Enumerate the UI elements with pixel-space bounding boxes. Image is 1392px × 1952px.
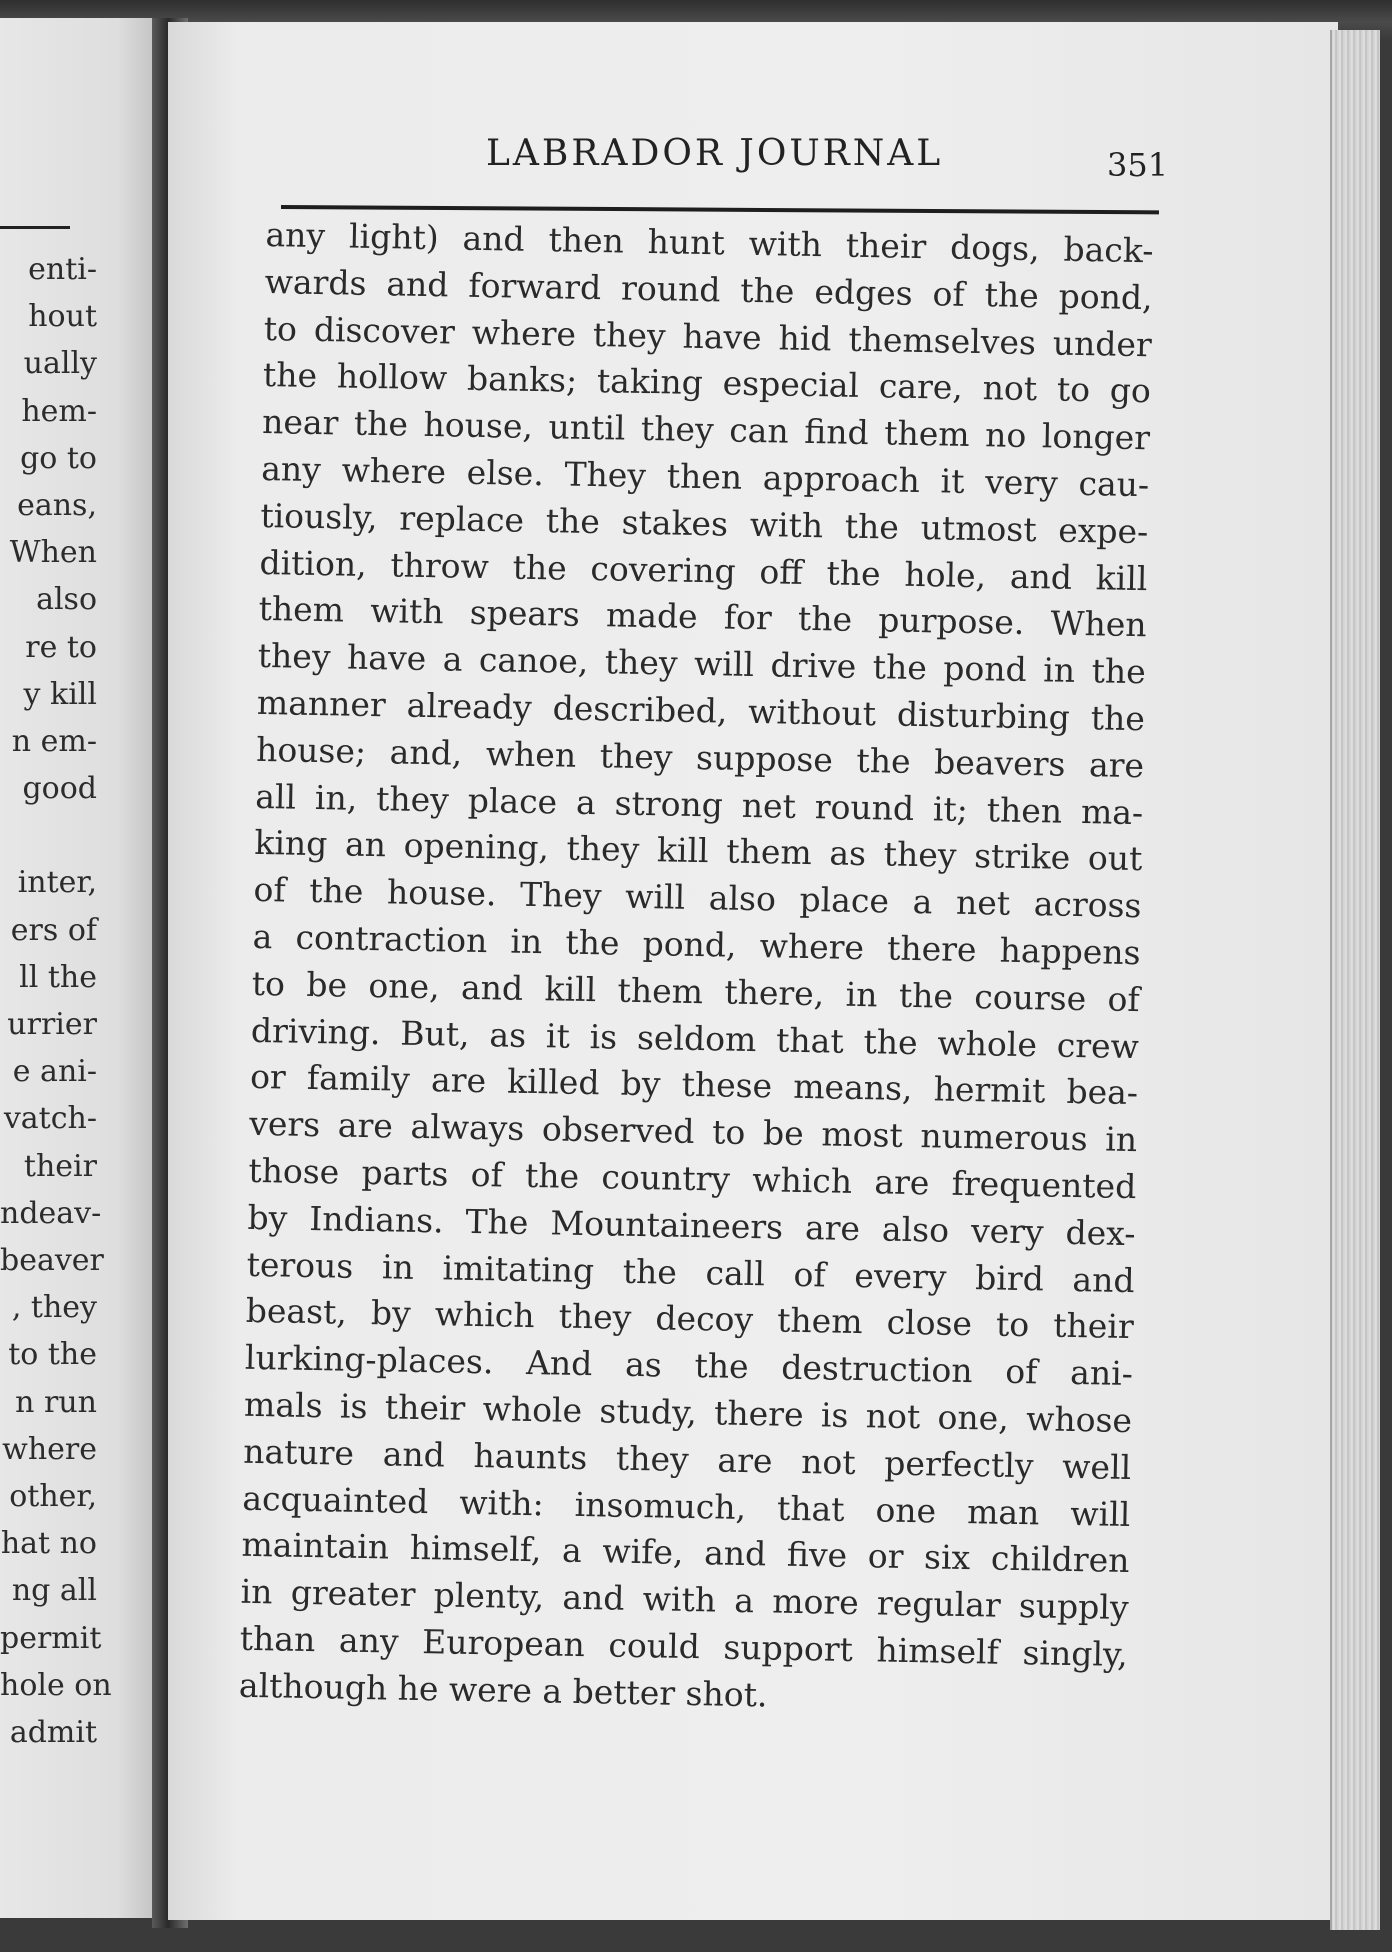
left-page-line: go to: [20, 440, 97, 476]
page-edges: [1330, 30, 1380, 1930]
left-page-text-column: [0, 246, 112, 1756]
body-text-line: maintain himself, a wife, and five or six children: [241, 1525, 1130, 1581]
body-text-line: them with spears made for the purpose. When: [258, 589, 1147, 645]
body-text-line: dition, throw the covering off the hole, and kill: [259, 542, 1148, 598]
body-text-line: nature and haunts they are not perfectly well: [242, 1431, 1132, 1487]
left-page-line: ndeav-: [0, 1195, 102, 1231]
body-text-line: terous in imitating the call of every bird and: [246, 1244, 1135, 1300]
body-text-line: wards and forward round the edges of the pond,: [264, 261, 1153, 318]
left-page-line: eans,: [17, 488, 97, 524]
left-page-line: ers of: [10, 912, 97, 948]
left-page-line: permit: [0, 1620, 102, 1656]
left-page-line: ng all: [11, 1573, 97, 1609]
body-text-line: driving. But, as it is seldom that the whole crew: [250, 1010, 1140, 1066]
body-text-line: king an opening, they kill them as they strike out: [254, 823, 1143, 879]
body-text-line: acquainted with: insomuch, that one man will: [242, 1478, 1131, 1534]
body-text-line: manner already described, without disturbing the: [256, 682, 1146, 739]
left-page-line: to the: [8, 1337, 97, 1373]
body-text-line: mals is their whole study, there is not one, whose: [243, 1384, 1133, 1440]
body-text-line: all in, they place a strong net round it; then ma-: [254, 776, 1144, 832]
page-number: 351: [1107, 146, 1169, 184]
left-page-fragment: [0, 18, 168, 1918]
body-text-line: although he were a better shot.: [238, 1665, 768, 1715]
body-text-line: to discover where they have hid themselves under: [263, 308, 1153, 364]
left-page-line: , they: [11, 1290, 97, 1326]
body-text-line: those parts of the country which are frequented: [248, 1150, 1137, 1207]
left-page-line: n em-: [11, 724, 97, 760]
left-page-line: urrier: [7, 1007, 97, 1043]
body-text-line: than any European could support himself singly,: [239, 1618, 1129, 1674]
body-text-line: vers are always observed to be most numerous in: [248, 1103, 1138, 1160]
body-text-line: near the house, until they can find them no longer: [261, 402, 1151, 458]
body-text-line: of the house. They will also place a net across: [253, 870, 1142, 926]
left-page-line: also: [36, 582, 97, 618]
left-page-line: good: [22, 771, 97, 807]
body-text-line: house; and, when they suppose the beavers are: [255, 729, 1145, 785]
left-page-line: hat no: [0, 1526, 97, 1562]
body-text-line: to be one, and kill them there, in the course of: [251, 963, 1141, 1019]
left-page-line: admit: [9, 1715, 97, 1751]
body-text-line: in greater plenty, and with a more regular supply: [240, 1571, 1129, 1628]
body-text-line: tiously, replace the stakes with the utmost expe-: [260, 495, 1149, 551]
left-page-line: inter,: [17, 865, 97, 901]
paragraph-gap: [0, 812, 97, 859]
body-text-line: beast, by which they decoy them close to their: [245, 1291, 1135, 1347]
running-head: LABRADOR JOURNAL: [486, 133, 944, 174]
left-page-rule: [0, 226, 70, 229]
left-page-line: re to: [25, 629, 97, 665]
left-page-line: hole on: [0, 1667, 112, 1703]
body-text-line: a contraction in the pond, where there happens: [252, 916, 1141, 973]
left-page-line: enti-: [28, 252, 97, 287]
body-text-line: any light) and then hunt with their dogs, back-: [265, 214, 1154, 271]
body-text-line: or family are killed by these means, hermit bea-: [249, 1057, 1139, 1113]
body-text-line: by Indians. The Mountaineers are also very dex-: [247, 1197, 1136, 1253]
body-text-line: the hollow banks; taking especial care, not to go: [262, 355, 1152, 411]
left-page-line: beaver: [0, 1243, 104, 1279]
body-text-line: they have a canoe, they will drive the pond in the: [257, 636, 1147, 692]
left-page-line: e ani-: [12, 1054, 97, 1090]
left-page-line: vatch-: [3, 1101, 97, 1137]
left-page-line: other,: [9, 1479, 97, 1515]
body-text-block: [239, 212, 1154, 1726]
left-page-line: ll the: [19, 959, 97, 995]
left-page-line: where: [2, 1431, 97, 1467]
left-page-line: ually: [23, 346, 97, 382]
left-page-line: hem-: [21, 393, 97, 429]
left-page-line: hout: [28, 299, 97, 335]
body-text-line: lurking-places. And as the destruction of ani-: [244, 1337, 1134, 1394]
left-page-line: their: [23, 1148, 97, 1184]
left-page-line: When: [9, 535, 97, 571]
body-text-line: any where else. They then approach it very cau-: [260, 448, 1150, 505]
left-page-line: n run: [15, 1384, 97, 1420]
left-page-line: y kill: [23, 676, 97, 712]
